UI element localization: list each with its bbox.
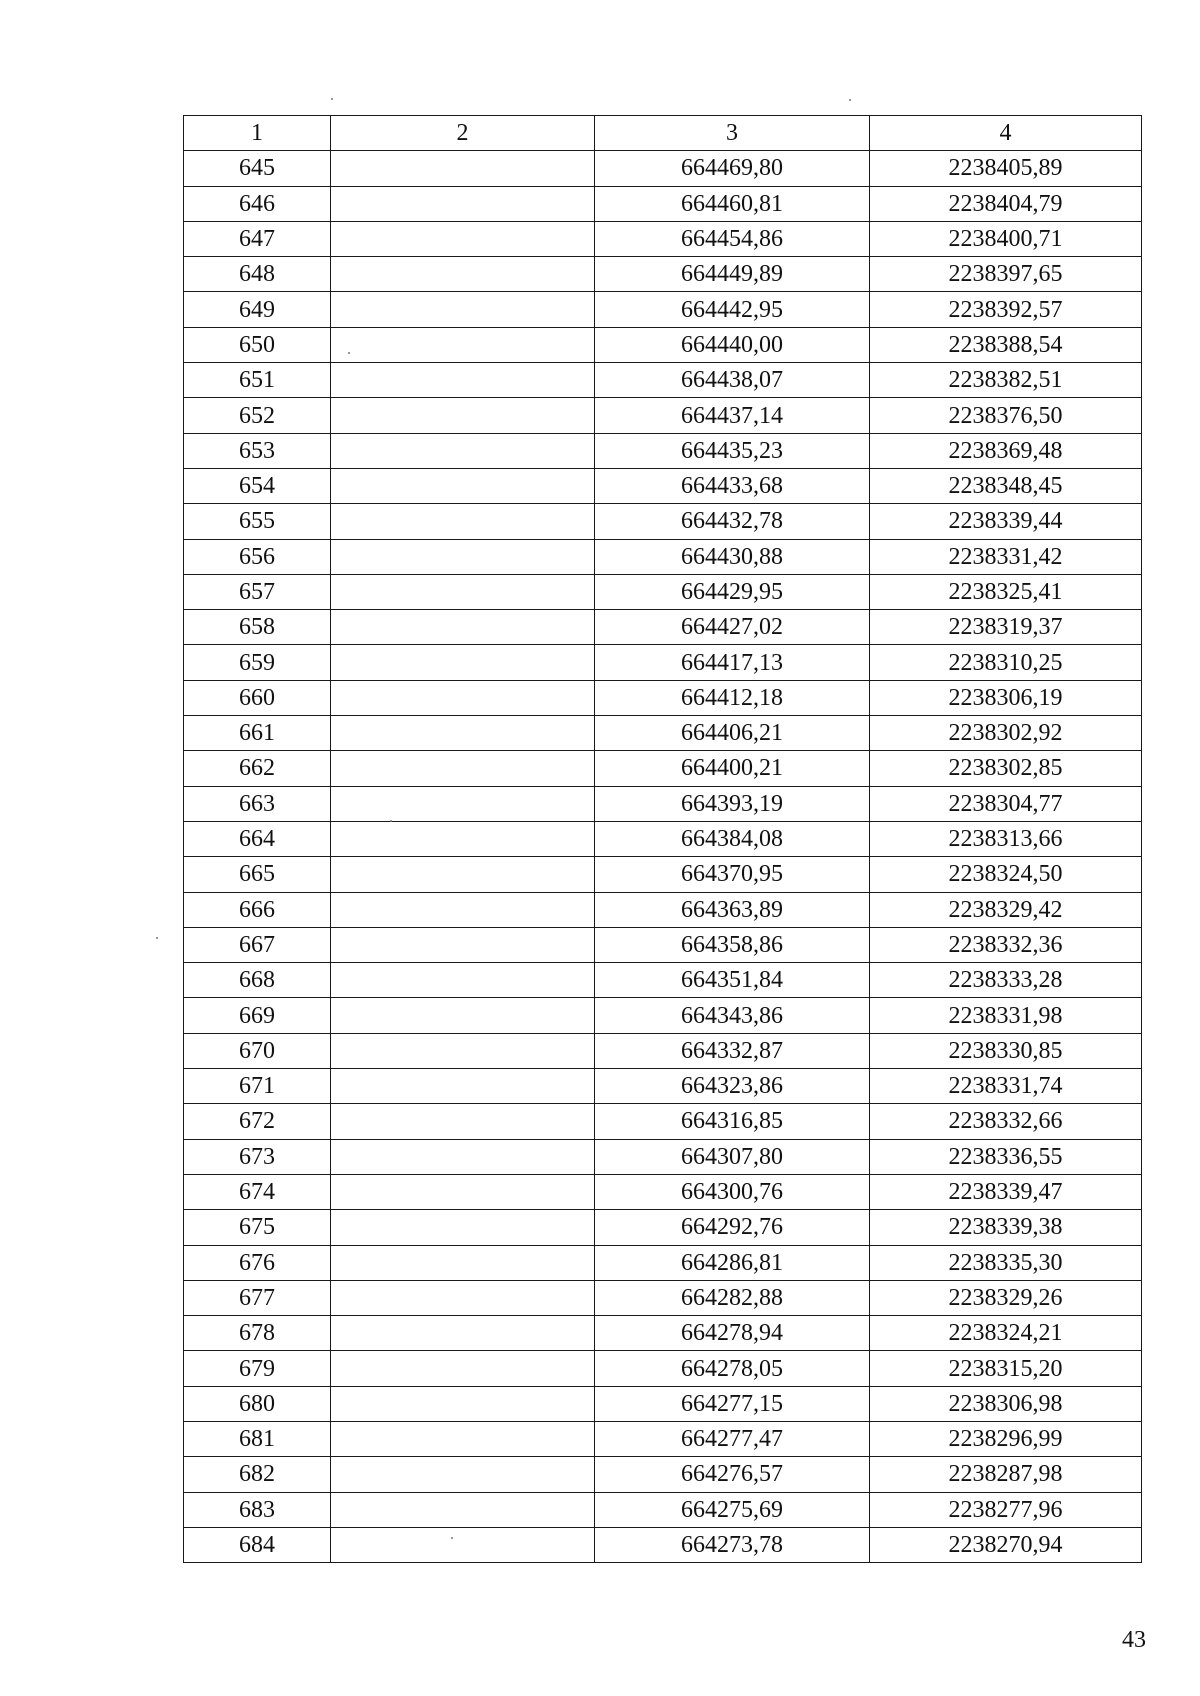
cell-x: 664343,86 xyxy=(595,998,870,1033)
cell-x: 664437,14 xyxy=(595,398,870,433)
cell-blank xyxy=(331,186,595,221)
cell-point: 662 xyxy=(184,751,331,786)
scan-speck xyxy=(331,98,333,100)
cell-y: 2238331,42 xyxy=(870,539,1142,574)
table-row xyxy=(184,504,1142,539)
cell-x: 664358,86 xyxy=(595,927,870,962)
cell-y: 2238324,21 xyxy=(870,1316,1142,1351)
cell-y: 2238335,30 xyxy=(870,1245,1142,1280)
scan-speck xyxy=(156,937,158,939)
table-row xyxy=(184,680,1142,715)
table-row xyxy=(184,927,1142,962)
table-row xyxy=(184,892,1142,927)
cell-point: 678 xyxy=(184,1316,331,1351)
cell-blank xyxy=(331,610,595,645)
cell-y: 2238287,98 xyxy=(870,1457,1142,1492)
cell-point: 650 xyxy=(184,327,331,362)
cell-y: 2238369,48 xyxy=(870,433,1142,468)
scan-speck xyxy=(390,820,392,822)
cell-point: 665 xyxy=(184,857,331,892)
cell-point: 654 xyxy=(184,468,331,503)
cell-x: 664430,88 xyxy=(595,539,870,574)
cell-y: 2238315,20 xyxy=(870,1351,1142,1386)
cell-x: 664286,81 xyxy=(595,1245,870,1280)
table-row xyxy=(184,398,1142,433)
cell-x: 664278,05 xyxy=(595,1351,870,1386)
cell-x: 664351,84 xyxy=(595,963,870,998)
cell-point: 682 xyxy=(184,1457,331,1492)
cell-point: 680 xyxy=(184,1386,331,1421)
cell-blank xyxy=(331,257,595,292)
table-row xyxy=(184,257,1142,292)
cell-y: 2238329,42 xyxy=(870,892,1142,927)
cell-x: 664438,07 xyxy=(595,363,870,398)
cell-x: 664440,00 xyxy=(595,327,870,362)
cell-point: 666 xyxy=(184,892,331,927)
header-cell-2: 2 xyxy=(331,116,595,151)
cell-x: 664384,08 xyxy=(595,821,870,856)
cell-point: 645 xyxy=(184,151,331,186)
table-body xyxy=(184,116,1142,1563)
cell-x: 664276,57 xyxy=(595,1457,870,1492)
cell-blank xyxy=(331,327,595,362)
cell-x: 664316,85 xyxy=(595,1104,870,1139)
table-row xyxy=(184,363,1142,398)
table-row xyxy=(184,751,1142,786)
cell-y: 2238313,66 xyxy=(870,821,1142,856)
cell-y: 2238319,37 xyxy=(870,610,1142,645)
cell-x: 664442,95 xyxy=(595,292,870,327)
table-row xyxy=(184,292,1142,327)
cell-blank xyxy=(331,292,595,327)
cell-x: 664406,21 xyxy=(595,716,870,751)
cell-x: 664460,81 xyxy=(595,186,870,221)
table-row xyxy=(184,186,1142,221)
table-row xyxy=(184,786,1142,821)
cell-blank xyxy=(331,1069,595,1104)
cell-x: 664278,94 xyxy=(595,1316,870,1351)
cell-blank xyxy=(331,539,595,574)
cell-y: 2238376,50 xyxy=(870,398,1142,433)
cell-blank xyxy=(331,504,595,539)
cell-point: 667 xyxy=(184,927,331,962)
table-row xyxy=(184,1210,1142,1245)
cell-blank xyxy=(331,680,595,715)
cell-y: 2238325,41 xyxy=(870,574,1142,609)
cell-blank xyxy=(331,927,595,962)
cell-x: 664370,95 xyxy=(595,857,870,892)
cell-y: 2238302,85 xyxy=(870,751,1142,786)
cell-blank xyxy=(331,1527,595,1562)
cell-x: 664273,78 xyxy=(595,1527,870,1562)
cell-x: 664277,47 xyxy=(595,1421,870,1456)
cell-y: 2238296,99 xyxy=(870,1421,1142,1456)
cell-y: 2238310,25 xyxy=(870,645,1142,680)
cell-y: 2238332,66 xyxy=(870,1104,1142,1139)
table-row xyxy=(184,1527,1142,1562)
cell-y: 2238332,36 xyxy=(870,927,1142,962)
cell-y: 2238339,47 xyxy=(870,1174,1142,1209)
cell-point: 676 xyxy=(184,1245,331,1280)
cell-point: 668 xyxy=(184,963,331,998)
header-cell-3: 3 xyxy=(595,116,870,151)
cell-point: 664 xyxy=(184,821,331,856)
cell-y: 2238405,89 xyxy=(870,151,1142,186)
cell-point: 674 xyxy=(184,1174,331,1209)
table-row xyxy=(184,539,1142,574)
cell-y: 2238302,92 xyxy=(870,716,1142,751)
cell-blank xyxy=(331,1210,595,1245)
table-row xyxy=(184,716,1142,751)
cell-blank xyxy=(331,574,595,609)
cell-point: 651 xyxy=(184,363,331,398)
header-cell-4: 4 xyxy=(870,116,1142,151)
header-cell-1: 1 xyxy=(184,116,331,151)
cell-point: 658 xyxy=(184,610,331,645)
cell-point: 647 xyxy=(184,221,331,256)
cell-y: 2238397,65 xyxy=(870,257,1142,292)
table-row xyxy=(184,1245,1142,1280)
cell-x: 664469,80 xyxy=(595,151,870,186)
cell-blank xyxy=(331,1386,595,1421)
table-row xyxy=(184,1457,1142,1492)
cell-blank xyxy=(331,716,595,751)
table-row xyxy=(184,1492,1142,1527)
table-row xyxy=(184,151,1142,186)
cell-point: 659 xyxy=(184,645,331,680)
table-row xyxy=(184,1316,1142,1351)
cell-point: 672 xyxy=(184,1104,331,1139)
cell-point: 663 xyxy=(184,786,331,821)
cell-blank xyxy=(331,1139,595,1174)
cell-blank xyxy=(331,151,595,186)
table-row xyxy=(184,645,1142,680)
cell-x: 664393,19 xyxy=(595,786,870,821)
cell-y: 2238306,98 xyxy=(870,1386,1142,1421)
cell-blank xyxy=(331,398,595,433)
cell-x: 664435,23 xyxy=(595,433,870,468)
cell-point: 649 xyxy=(184,292,331,327)
cell-blank xyxy=(331,433,595,468)
cell-x: 664332,87 xyxy=(595,1033,870,1068)
cell-point: 684 xyxy=(184,1527,331,1562)
table-row xyxy=(184,1280,1142,1315)
cell-point: 652 xyxy=(184,398,331,433)
table-row xyxy=(184,998,1142,1033)
cell-x: 664363,89 xyxy=(595,892,870,927)
cell-blank xyxy=(331,751,595,786)
cell-point: 677 xyxy=(184,1280,331,1315)
cell-point: 648 xyxy=(184,257,331,292)
cell-point: 681 xyxy=(184,1421,331,1456)
cell-x: 664323,86 xyxy=(595,1069,870,1104)
cell-point: 656 xyxy=(184,539,331,574)
cell-blank xyxy=(331,1033,595,1068)
cell-x: 664277,15 xyxy=(595,1386,870,1421)
cell-point: 669 xyxy=(184,998,331,1033)
cell-point: 646 xyxy=(184,186,331,221)
cell-x: 664433,68 xyxy=(595,468,870,503)
cell-point: 683 xyxy=(184,1492,331,1527)
cell-blank xyxy=(331,645,595,680)
cell-point: 679 xyxy=(184,1351,331,1386)
cell-y: 2238382,51 xyxy=(870,363,1142,398)
cell-blank xyxy=(331,1421,595,1456)
cell-y: 2238336,55 xyxy=(870,1139,1142,1174)
cell-blank xyxy=(331,1492,595,1527)
cell-blank xyxy=(331,468,595,503)
cell-blank xyxy=(331,998,595,1033)
page-number: 43 xyxy=(1122,1627,1146,1653)
cell-point: 657 xyxy=(184,574,331,609)
table-row xyxy=(184,1421,1142,1456)
cell-x: 664417,13 xyxy=(595,645,870,680)
table-row xyxy=(184,1351,1142,1386)
cell-blank xyxy=(331,363,595,398)
cell-y: 2238392,57 xyxy=(870,292,1142,327)
table-row xyxy=(184,610,1142,645)
cell-x: 664427,02 xyxy=(595,610,870,645)
cell-blank xyxy=(331,1104,595,1139)
cell-blank xyxy=(331,1280,595,1315)
cell-point: 655 xyxy=(184,504,331,539)
table-row xyxy=(184,1139,1142,1174)
cell-x: 664400,21 xyxy=(595,751,870,786)
cell-x: 664282,88 xyxy=(595,1280,870,1315)
cell-blank xyxy=(331,963,595,998)
cell-blank xyxy=(331,1245,595,1280)
table-row xyxy=(184,857,1142,892)
cell-blank xyxy=(331,892,595,927)
table-row xyxy=(184,221,1142,256)
cell-x: 664275,69 xyxy=(595,1492,870,1527)
cell-point: 673 xyxy=(184,1139,331,1174)
table-row xyxy=(184,1069,1142,1104)
cell-y: 2238304,77 xyxy=(870,786,1142,821)
table-row xyxy=(184,1386,1142,1421)
cell-point: 661 xyxy=(184,716,331,751)
table-row xyxy=(184,1174,1142,1209)
cell-y: 2238388,54 xyxy=(870,327,1142,362)
cell-x: 664449,89 xyxy=(595,257,870,292)
scan-speck xyxy=(451,1537,453,1539)
cell-x: 664300,76 xyxy=(595,1174,870,1209)
scan-speck xyxy=(849,99,851,101)
cell-y: 2238329,26 xyxy=(870,1280,1142,1315)
table-row xyxy=(184,1033,1142,1068)
scan-speck xyxy=(348,352,350,354)
cell-blank xyxy=(331,1351,595,1386)
cell-x: 664454,86 xyxy=(595,221,870,256)
cell-y: 2238331,98 xyxy=(870,998,1142,1033)
cell-y: 2238306,19 xyxy=(870,680,1142,715)
cell-y: 2238330,85 xyxy=(870,1033,1142,1068)
cell-y: 2238270,94 xyxy=(870,1527,1142,1562)
cell-blank xyxy=(331,786,595,821)
cell-y: 2238339,38 xyxy=(870,1210,1142,1245)
cell-point: 670 xyxy=(184,1033,331,1068)
cell-x: 664292,76 xyxy=(595,1210,870,1245)
table-row xyxy=(184,1104,1142,1139)
cell-y: 2238333,28 xyxy=(870,963,1142,998)
cell-blank xyxy=(331,1174,595,1209)
table-row xyxy=(184,821,1142,856)
cell-y: 2238348,45 xyxy=(870,468,1142,503)
cell-y: 2238404,79 xyxy=(870,186,1142,221)
cell-point: 675 xyxy=(184,1210,331,1245)
cell-blank xyxy=(331,821,595,856)
cell-blank xyxy=(331,857,595,892)
cell-point: 660 xyxy=(184,680,331,715)
coordinates-table xyxy=(183,115,1142,1563)
cell-x: 664429,95 xyxy=(595,574,870,609)
table-row xyxy=(184,468,1142,503)
cell-point: 671 xyxy=(184,1069,331,1104)
cell-point: 653 xyxy=(184,433,331,468)
cell-y: 2238324,50 xyxy=(870,857,1142,892)
cell-y: 2238331,74 xyxy=(870,1069,1142,1104)
table-row xyxy=(184,963,1142,998)
cell-y: 2238339,44 xyxy=(870,504,1142,539)
table-row xyxy=(184,574,1142,609)
table-row xyxy=(184,327,1142,362)
cell-blank xyxy=(331,1316,595,1351)
header-row xyxy=(184,116,1142,151)
cell-y: 2238277,96 xyxy=(870,1492,1142,1527)
cell-blank xyxy=(331,1457,595,1492)
cell-x: 664307,80 xyxy=(595,1139,870,1174)
table-row xyxy=(184,433,1142,468)
cell-x: 664432,78 xyxy=(595,504,870,539)
cell-blank xyxy=(331,221,595,256)
cell-y: 2238400,71 xyxy=(870,221,1142,256)
cell-x: 664412,18 xyxy=(595,680,870,715)
